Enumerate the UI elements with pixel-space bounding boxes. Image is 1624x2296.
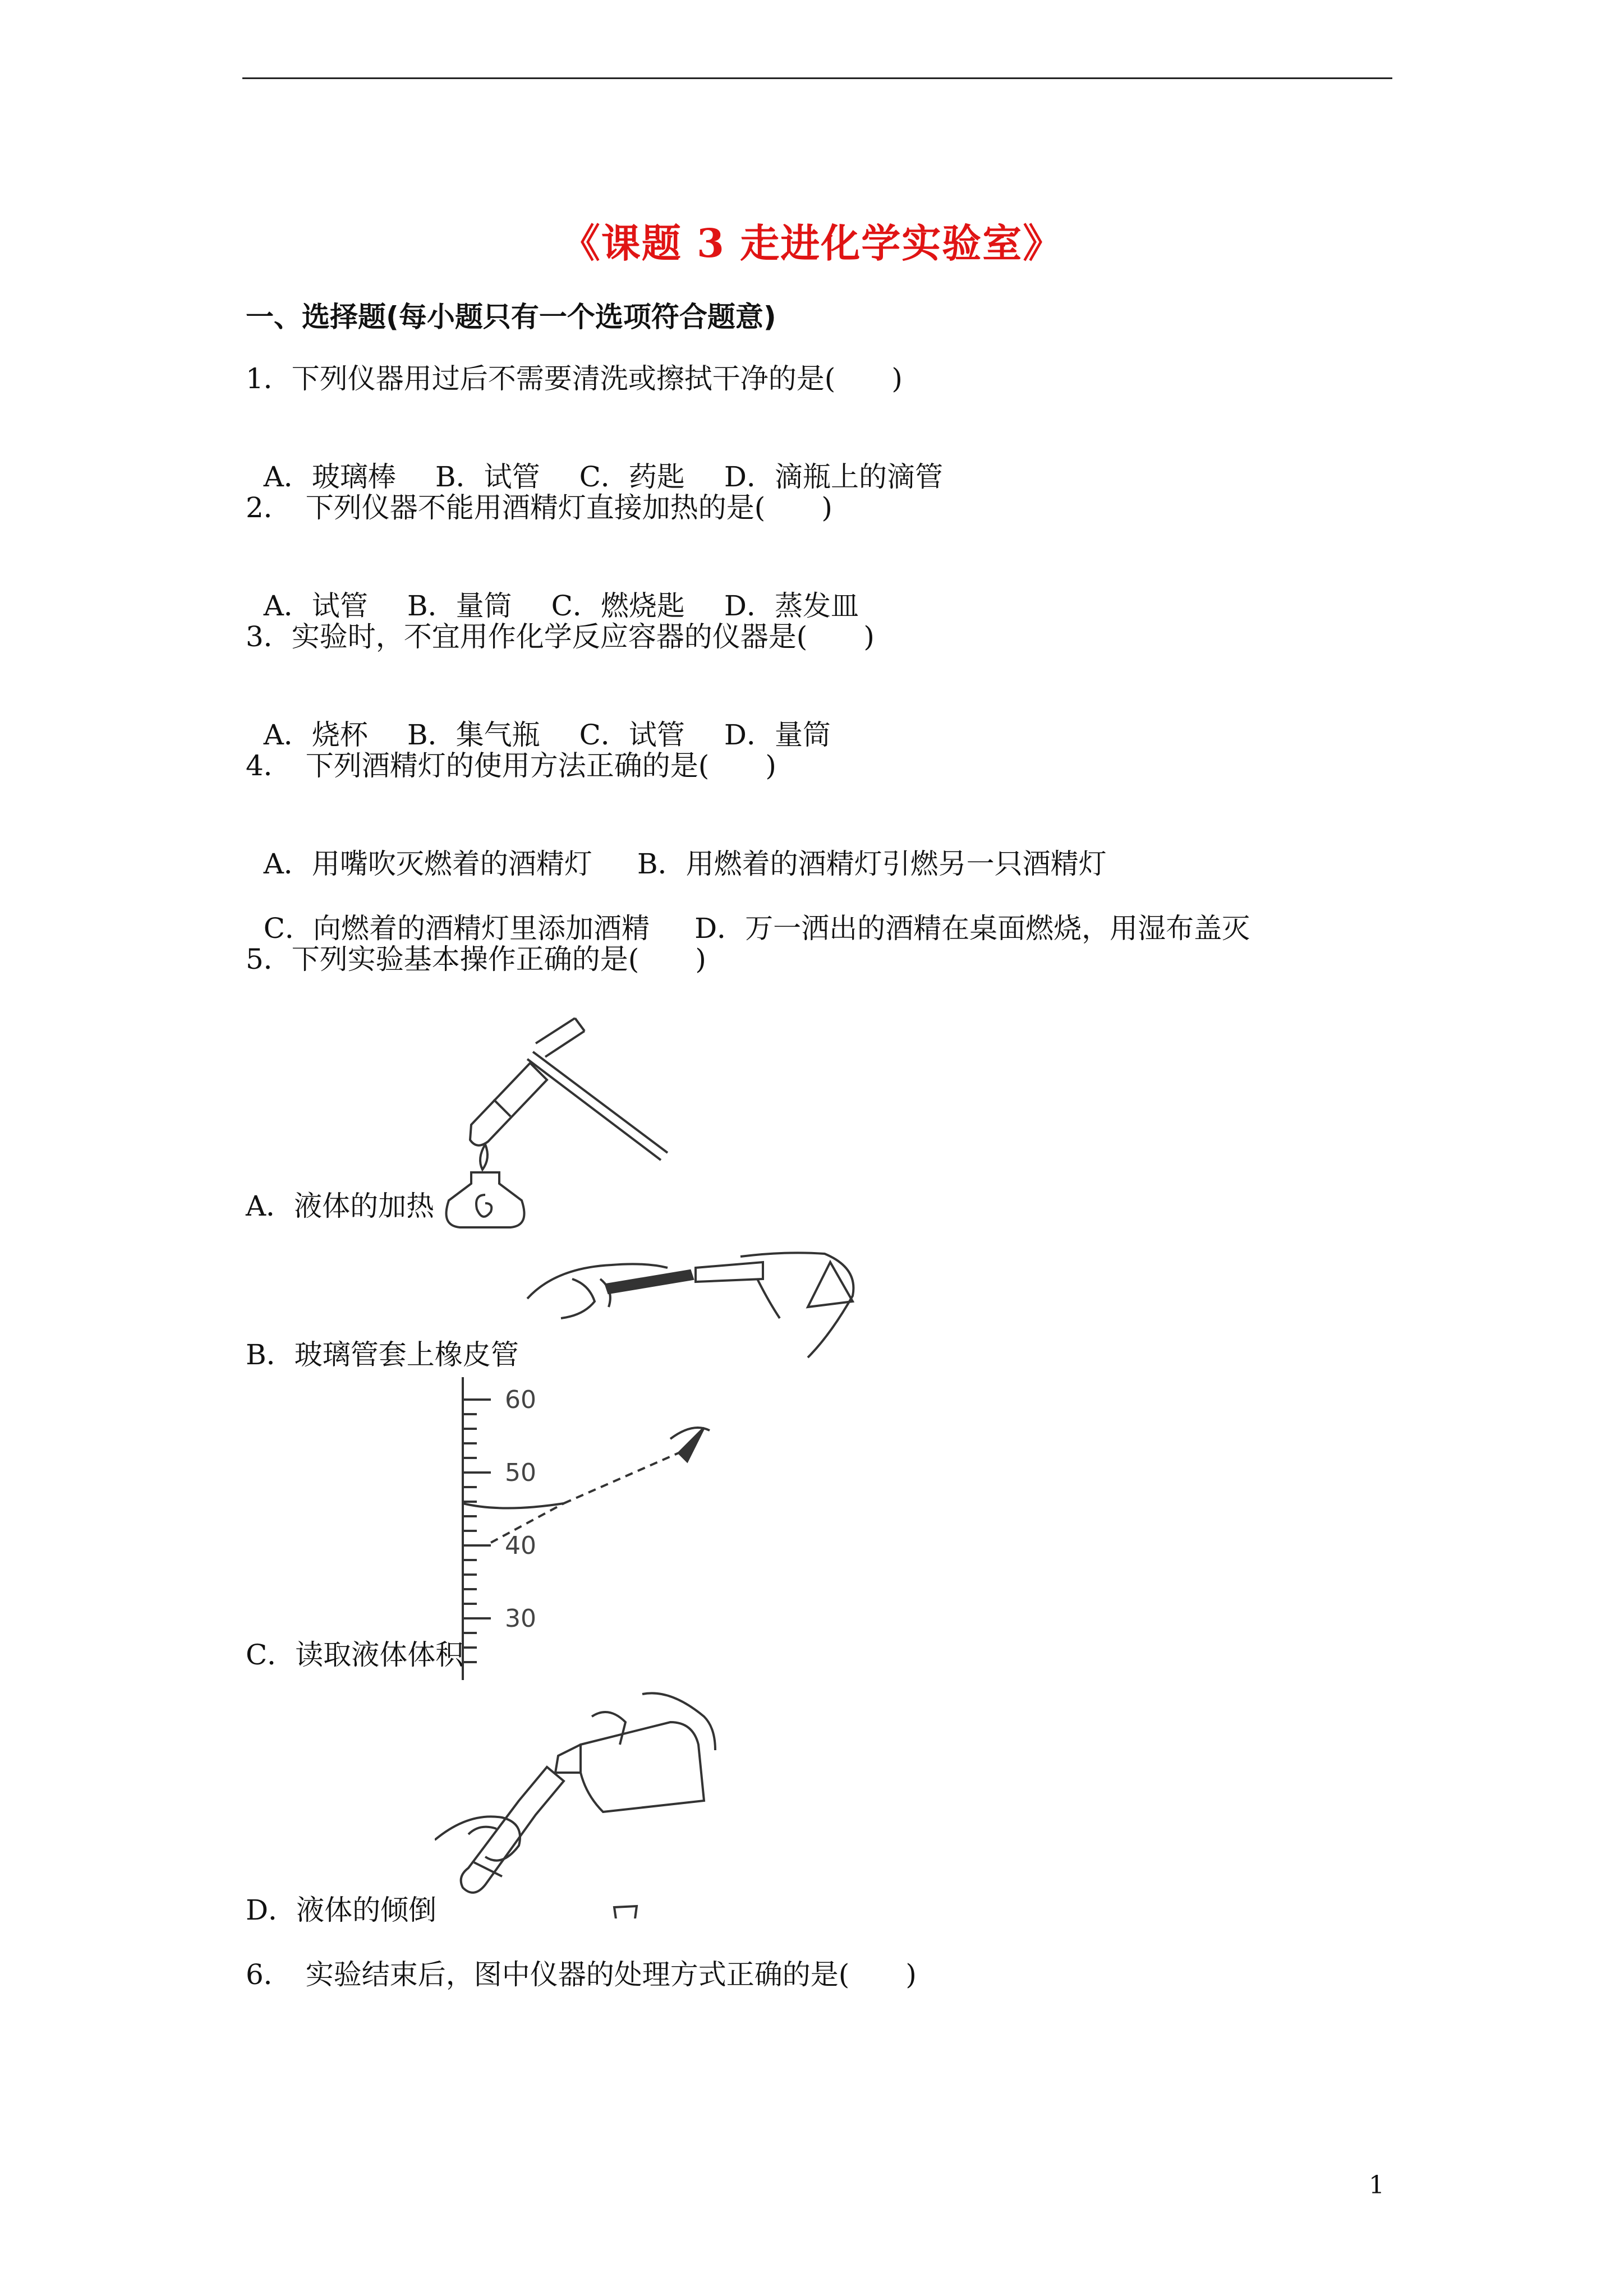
question-3-options <box>246 684 831 752</box>
q5-option-d: D．液体的倾倒 <box>246 1894 437 1926</box>
section-heading: 一、选择题(每小题只有一个选项符合题意) <box>246 301 776 333</box>
question-3-stem: 3．实验时，不宜用作化学反应容器的仪器是( ) <box>246 620 875 653</box>
q1-option-a: A．玻璃棒 <box>263 461 396 493</box>
q5-option-c: C．读取液体体积 <box>246 1639 464 1671</box>
q5-option-a: A．液体的加热 <box>246 1190 435 1222</box>
header-rule <box>242 77 1392 79</box>
q1-option-d: D．滴瓶上的滴管 <box>724 461 944 493</box>
q3-option-b: B．集气瓶 <box>407 719 540 751</box>
page-title: 《课题 3 走进化学实验室》 <box>560 220 1064 266</box>
q3-option-a: A．烧杯 <box>263 719 368 751</box>
question-1-stem: 1．下列仪器用过后不需要清洗或擦拭干净的是( ) <box>246 362 903 395</box>
scale-label-30: 30 <box>505 1604 536 1633</box>
q3-option-c: C．试管 <box>579 719 685 751</box>
figure-cylinder-reading <box>457 1377 749 1680</box>
q1-option-b: B．试管 <box>435 461 540 493</box>
figure-liquid-heating <box>438 1010 679 1228</box>
q4-option-b: B．用燃着的酒精灯引燃另一只酒精灯 <box>637 848 1107 880</box>
question-2-stem: 2． 下列仪器不能用酒精灯直接加热的是( ) <box>246 491 832 524</box>
q2-option-b: B．量筒 <box>407 590 512 622</box>
q4-option-d: D．万一洒出的酒精在桌面燃烧，用湿布盖灭 <box>694 912 1250 945</box>
scale-label-60: 60 <box>505 1386 536 1414</box>
figure-glass-tube-rubber-tube <box>516 1245 864 1369</box>
scale-label-50: 50 <box>505 1458 536 1487</box>
q2-option-c: C．燃烧匙 <box>551 590 685 622</box>
question-4-options-cd <box>246 878 1250 945</box>
q2-option-d: D．蒸发皿 <box>724 590 859 622</box>
question-1-options <box>246 426 943 494</box>
question-4-options-ab <box>246 813 1107 881</box>
question-4-stem: 4． 下列酒精灯的使用方法正确的是( ) <box>246 749 776 782</box>
q5-option-b: B．玻璃管套上橡皮管 <box>246 1338 519 1371</box>
page-number: 1 <box>1369 2171 1384 2200</box>
question-5-stem: 5．下列实验基本操作正确的是( ) <box>246 943 706 976</box>
q1-option-c: C．药匙 <box>579 461 685 493</box>
q3-option-d: D．量筒 <box>724 719 831 751</box>
figure-liquid-pouring <box>435 1683 743 1918</box>
question-2-options <box>246 555 859 623</box>
q2-option-a: A．试管 <box>263 590 368 622</box>
scale-label-40: 40 <box>505 1531 536 1560</box>
question-6-stem: 6． 实验结束后，图中仪器的处理方式正确的是( ) <box>246 1958 917 1991</box>
q4-option-c: C．向燃着的酒精灯里添加酒精 <box>263 912 650 945</box>
q4-option-a: A．用嘴吹灭燃着的酒精灯 <box>263 848 592 880</box>
